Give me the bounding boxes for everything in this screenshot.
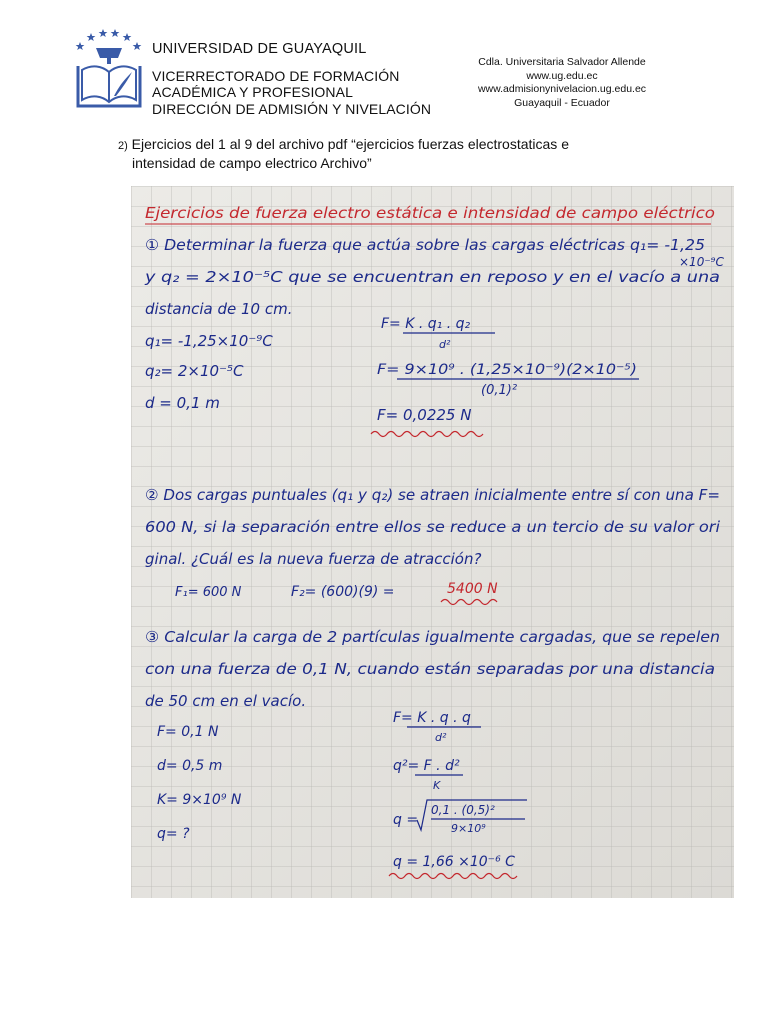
contact-website: www.ug.edu.ec — [526, 69, 598, 82]
ex3-given-k: K= 9×10⁹ N — [157, 792, 242, 808]
ex3-formula1-numerator: F= K . q . q — [393, 710, 471, 726]
ex1-statement-line-2: y q₂ = 2×10⁻⁵C que se encuentran en reposo y en el vacío a una — [143, 268, 720, 286]
ex3-formula2-denominator: K — [433, 779, 441, 792]
university-seal-icon — [74, 28, 144, 110]
ex3-formula2-numerator: q²= F . d² — [393, 758, 460, 774]
ex2-given-f1: F₁= 600 N — [175, 585, 242, 600]
ex2-statement-line-2: 600 N, si la separación entre ellos se reduce a un tercio de su valor ori — [145, 518, 721, 536]
ex2-result: 5400 N — [447, 581, 498, 597]
ex1-given-q1: q₁= -1,25×10⁻⁹C — [145, 332, 273, 350]
ex1-substitution-numerator: F= 9×10⁹ . (1,25×10⁻⁹)(2×10⁻⁵) — [377, 362, 637, 378]
ex3-given-q: q= ? — [157, 826, 190, 842]
ex3-formula3-numerator: 0,1 . (0,5)² — [431, 803, 495, 817]
dept-line-3: DIRECCIÓN DE ADMISIÓN Y NIVELACIÓN — [152, 100, 432, 117]
question-number: 2) — [118, 140, 128, 152]
ex1-result: F= 0,0225 N — [377, 406, 472, 424]
contact-city: Guayaquil - Ecuador — [514, 96, 610, 109]
contact-address: Cdla. Universitaria Salvador Allende — [478, 56, 646, 68]
ex3-statement-line-2: con una fuerza de 0,1 N, cuando están separadas por una distancia — [145, 660, 715, 678]
dept-line-2: ACADÉMICA Y PROFESIONAL — [152, 84, 353, 100]
question-line-1: Ejercicios del 1 al 9 del archivo pdf “ejercicios fuerzas electrostaticas e — [131, 136, 569, 152]
ex3-result: q = 1,66 ×10⁻⁶ C — [393, 854, 515, 870]
ex3-statement-line-3: de 50 cm en el vacío. — [145, 692, 307, 710]
ex2-statement-line-3: ginal. ¿Cuál es la nueva fuerza de atracción? — [145, 550, 482, 568]
dept-line-1: VICERRECTORADO DE FORMACIÓN — [152, 67, 400, 84]
institution-header — [152, 42, 431, 117]
ex1-substitution-denominator: (0,1)² — [481, 383, 518, 398]
ex1-formula-denominator: d² — [439, 338, 451, 351]
ex3-formula3-prefix: q = — [393, 812, 419, 828]
ex1-statement-line-1: ① Determinar la fuerza que actúa sobre las cargas eléctricas q₁= -1,25 — [145, 236, 705, 254]
notebook-title: Ejercicios de fuerza electro estática e intensidad de campo eléctrico — [145, 204, 715, 222]
ex3-statement-line-1: ③ Calcular la carga de 2 partículas igualmente cargadas, que se repelen — [145, 628, 720, 646]
ex2-calculation: F₂= (600)(9) = — [291, 584, 395, 600]
ex2-statement-line-1: ② Dos cargas puntuales (q₁ y q₂) se atraen inicialmente entre sí con una F= — [145, 486, 720, 504]
university-name: UNIVERSIDAD DE GUAYAQUIL — [152, 41, 367, 57]
ex1-formula-numerator: F= K . q₁ . q₂ — [381, 316, 471, 332]
notebook-page — [131, 186, 734, 898]
ex1-given-d: d = 0,1 m — [145, 394, 220, 412]
assignment-question — [118, 136, 678, 172]
ex1-statement-exponent: ×10⁻⁹C — [679, 255, 724, 269]
ex3-given-f: F= 0,1 N — [157, 724, 219, 740]
question-line-2: intensidad de campo electrico Archivo” — [132, 155, 372, 171]
ex1-given-q2: q₂= 2×10⁻⁵C — [145, 362, 244, 380]
notebook-photo — [131, 186, 734, 898]
contact-admission-site: www.admisionynivelacion.ug.edu.ec — [477, 83, 647, 95]
ex3-formula3-denominator: 9×10⁹ — [451, 822, 486, 835]
contact-block — [462, 56, 662, 110]
university-logo — [74, 28, 144, 110]
ex3-given-d: d= 0,5 m — [157, 758, 223, 774]
ex1-statement-line-3: distancia de 10 cm. — [145, 300, 293, 318]
ex3-formula1-denominator: d² — [435, 731, 447, 744]
